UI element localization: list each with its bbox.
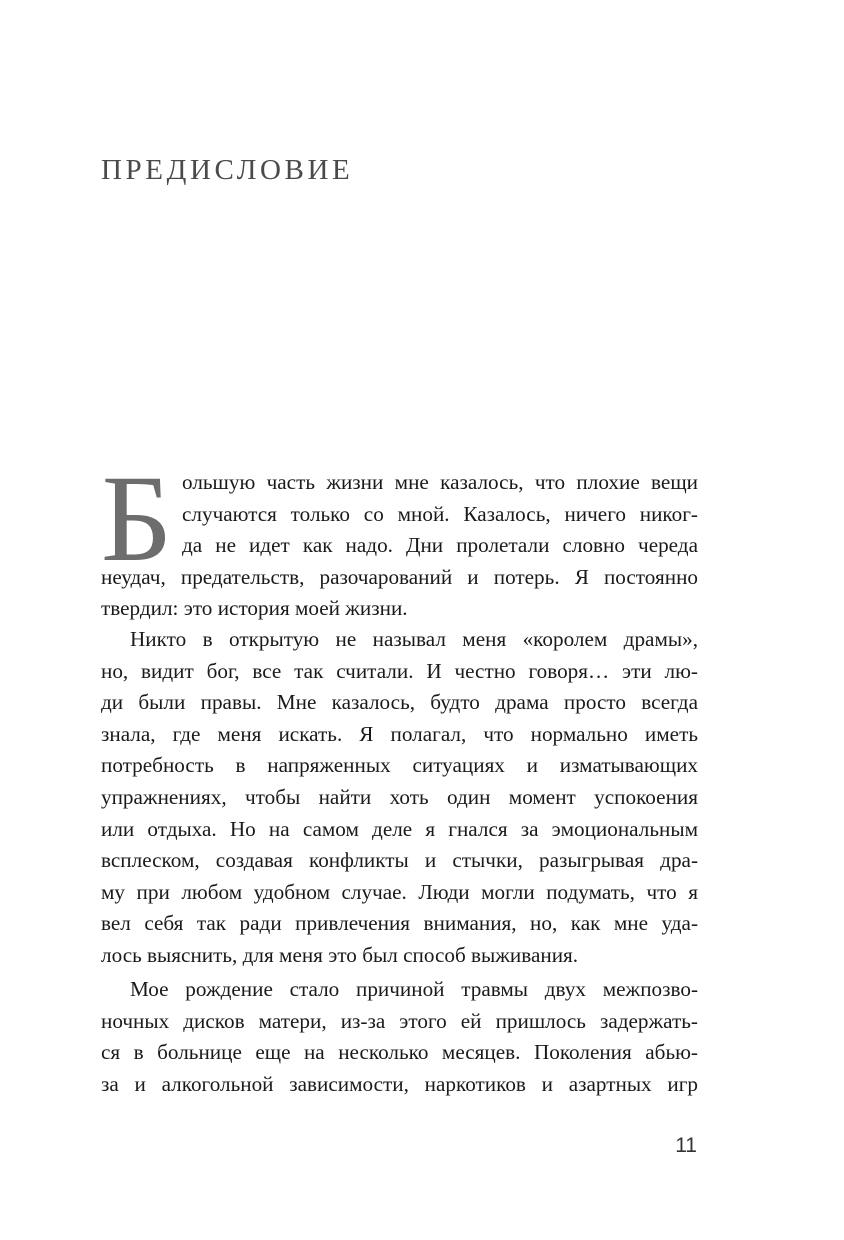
text-line: неудач, предательств, разочарований и потерь. Я постоянно xyxy=(101,564,698,589)
paragraph-3 xyxy=(101,974,698,1100)
text-line: ся в больнице еще на несколько месяцев. Поколения абью- xyxy=(101,1040,698,1065)
text-line: му при любом удобном случае. Люди могли подумать, что я xyxy=(101,879,698,904)
text-line: за и алкогольной зависимости, наркотиков и азартных игр xyxy=(101,1071,698,1096)
text-line: ольшую часть жизни мне казалось, что плохие вещи xyxy=(182,470,698,494)
text-line: упражнениях, чтобы найти хоть один момент успокоения xyxy=(101,784,698,809)
drop-cap: Б xyxy=(101,450,173,587)
text-line: твердил: это история моей жизни. xyxy=(101,596,408,621)
text-line: потребность в напряженных ситуациях и изматывающих xyxy=(101,753,698,778)
text-line: или отдыха. Но на самом деле я гнался за эмоциональным xyxy=(101,816,698,841)
text-line: случаются только со мной. Казалось, ничего никог- xyxy=(182,501,698,526)
paragraph-2 xyxy=(101,624,698,972)
text-line: вел себя так ради привлечения внимания, но, как мне уда- xyxy=(101,911,698,936)
text-line: знала, где меня искать. Я полагал, что нормально иметь xyxy=(101,721,698,746)
text-line: Никто в открытую не называл меня «королем драмы», xyxy=(130,627,698,651)
text-line: лось выяснить, для меня это был способ выживания. xyxy=(101,942,579,967)
text-line: но, видит бог, все так считали. И честно говоря… эти лю- xyxy=(101,658,698,683)
text-line: ди были правы. Мне казалось, будто драма просто всегда xyxy=(101,690,698,715)
page-number: 11 xyxy=(675,1134,697,1157)
text-line: всплеском, создавая конфликты и стычки, разыгрывая дра- xyxy=(101,848,698,873)
chapter-title: ПРЕДИСЛОВИЕ xyxy=(101,154,354,186)
text-line: Мое рождение стало причиной травмы двух межпозво- xyxy=(130,977,698,1001)
text-line: да не идет как надо. Дни пролетали словно череда xyxy=(182,533,698,558)
paragraph-1 xyxy=(101,467,698,625)
text-line: ночных дисков матери, из-за этого ей пришлось задержать- xyxy=(101,1008,698,1033)
